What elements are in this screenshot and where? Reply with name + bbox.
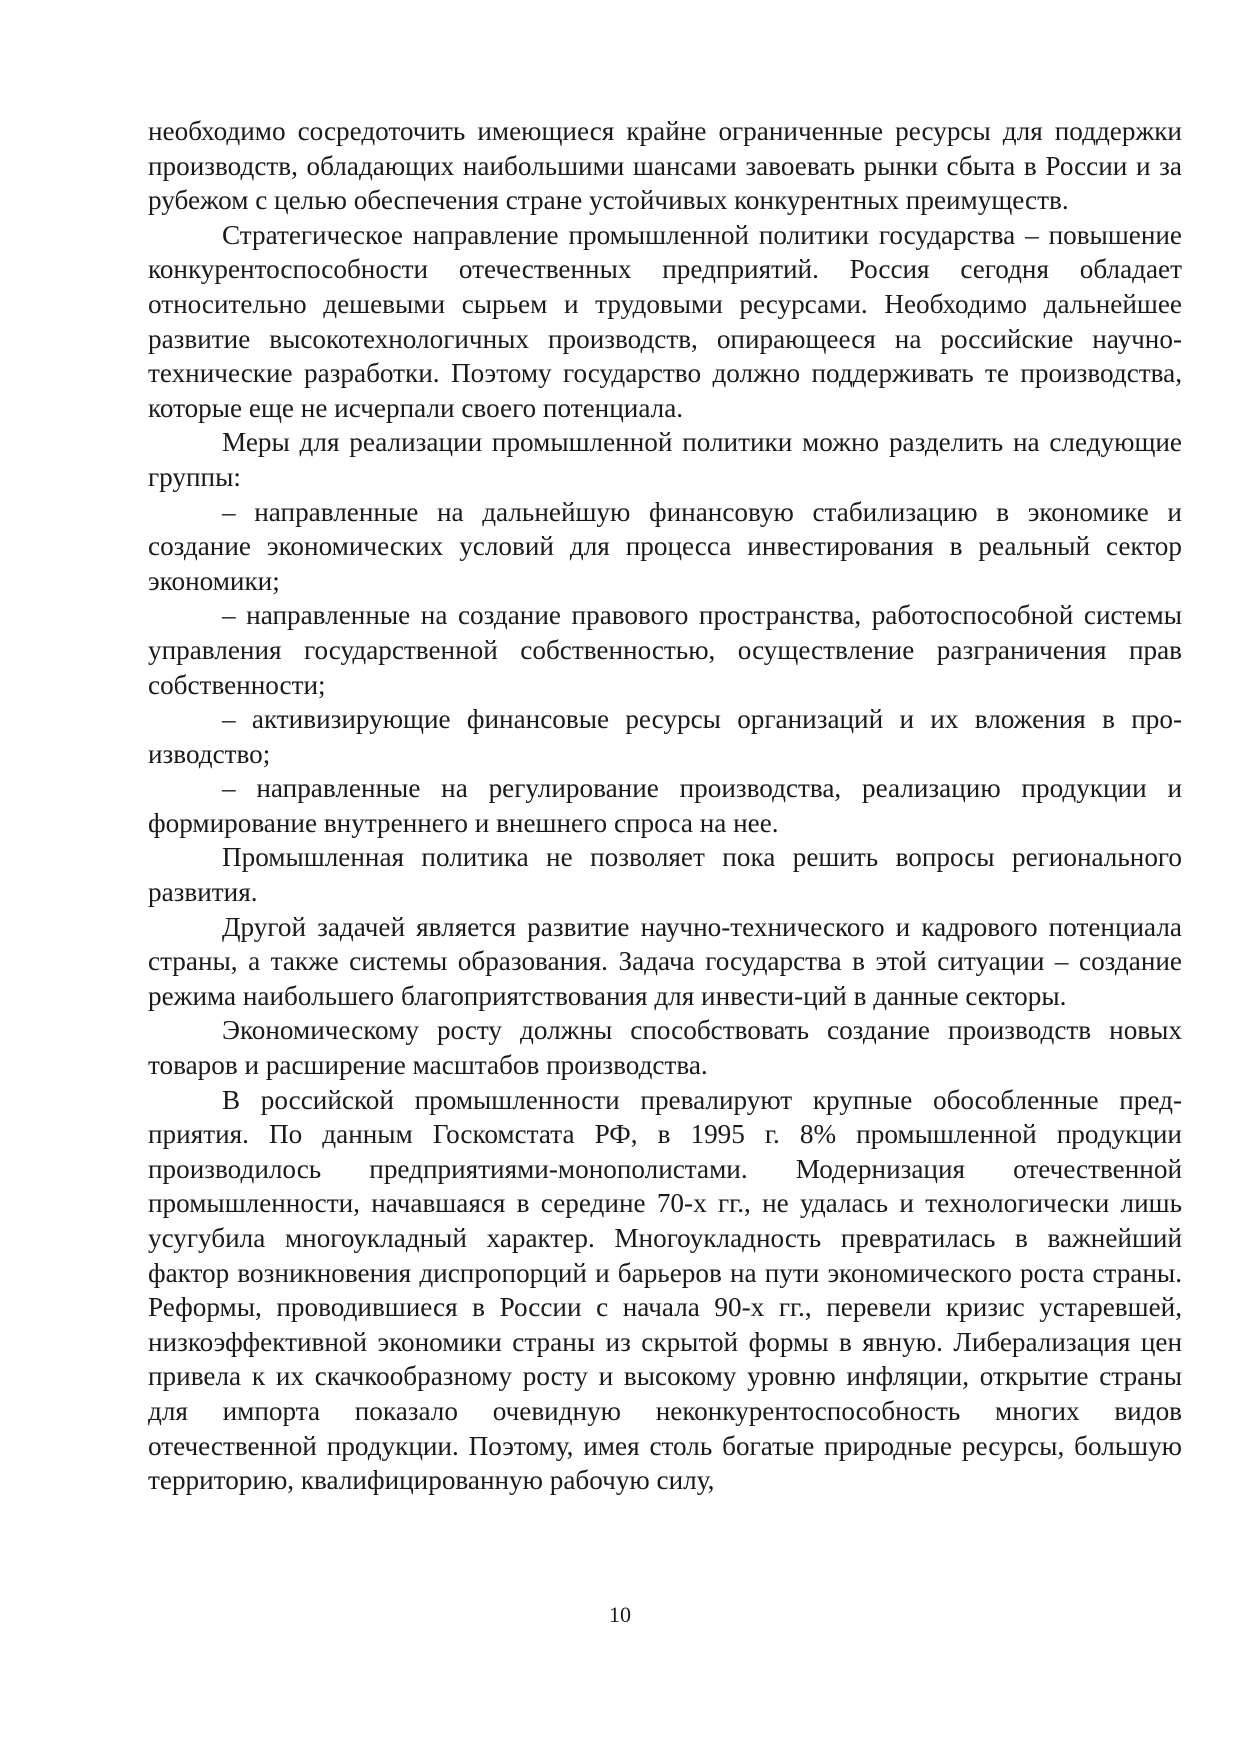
paragraph-russian-industry: В российской промышленности превалируют крупные обособленные предприятия. По данным Госкомстата РФ, в 1995 г. 8% промышленной продукции производилось предприятиями-монополистами. Модернизация отечественной промышленности, начавшаяся в середине 70-х гг., не удалась и технологически лишь усугубила многоукладный характер. Многоукладность превратилась в важнейший фактор возникновения диспропорций и барьеров на пути экономического роста страны. Реформы, проводившиеся в России с начала 90-х гг., перевели кризис устаревшей, низкоэффективной экономики страны из скрытой формы в явную. Либерализация цен привела к их скачкообразному росту и высокому уровню инфляции, открытие страны для импорта показало очевидную неконкурентоспособность многих видов отечественной продукции. Поэтому, имея столь богатые природные ресурсы, большую территорию, квалифицированную рабочую силу,	[148, 1084, 1182, 1496]
body-text	[148, 114, 1182, 1498]
list-item-legal-space: – направленные на создание правового пространства, работоспособной системы управления государственной собственностью, осуществление разграничения прав собственности;	[148, 600, 1182, 700]
paragraph-scientific-potential: Другой задачей является развитие научно-технического и кадрового потенциала страны, а также системы образования. Задача государства в этой ситуации – создание режима наибольшего благоприятствования для инвести-ций в данные секторы.	[148, 911, 1182, 1011]
paragraph-continuation: необходимо сосредоточить имеющиеся крайне ограниченные ресурсы для поддержки производств, обладающих наибольшими шансами завоевать рынки сбыта в России и за рубежом с целью обеспечения стране устойчивых конкурентных преимуществ.	[148, 116, 1182, 216]
paragraph-economic-growth: Экономическому росту должны способствовать создание производств новых товаров и расширение масштабов производства.	[148, 1015, 1182, 1081]
list-item-financial-resources: – активизирующие финансовые ресурсы организаций и их вложения в производство;	[148, 704, 1182, 769]
paragraph-regional-development: Промышленная политика не позволяет пока решить вопросы регионального развития.	[148, 842, 1182, 908]
paragraph-measures-intro: Меры для реализации промышленной политики можно разделить на следующие группы:	[148, 427, 1182, 492]
paragraph-strategic-direction: Стратегическое направление промышленной политики государства – повышение конкурентоспособности отечественных предприятий. Россия сегодня обладает относительно дешевыми сырьем и трудовыми ресурсами. Необходимо дальнейшее развитие высокотехнологичных производств, опирающееся на российские научно-технические разработки. Поэтому государство должно поддерживать те производства, которые еще не исчерпали своего потенциала.	[148, 219, 1182, 423]
page-number: 10	[609, 1602, 631, 1627]
list-item-financial-stabilization: – направленные на дальнейшую финансовую стабилизацию в экономике и создание экономических условий для процесса инвестирования в реальный сектор экономики;	[148, 496, 1182, 596]
list-item-production-regulation: – направленные на регулирование производства, реализацию продукции и формирование внутреннего и внешнего спроса на нее.	[148, 773, 1182, 838]
